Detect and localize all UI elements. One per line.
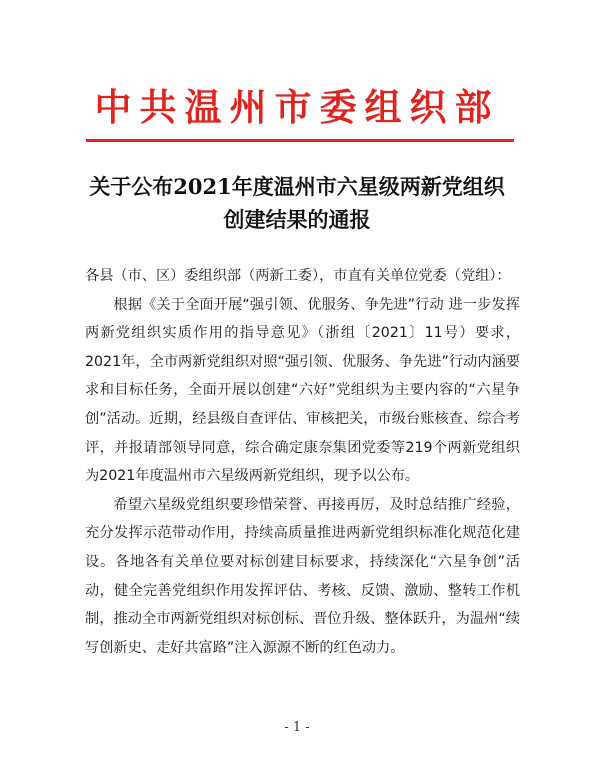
- salutation: 各县（市、区）委组织部（两新工委），市直有关单位党委（党组）：: [85, 268, 511, 284]
- document-title-line-1: 关于公布2021年度温州市六星级两新党组织: [89, 174, 505, 199]
- document-title-line-2: 创建结果的通报: [223, 207, 371, 232]
- page-number: - 1 -: [284, 720, 310, 735]
- body-paragraph-2: 希望六星级党组织要珍惜荣誉、再接再厉，及时总结推广经验，充分发挥示范带动作用，持续高质量推进两新党组织标准化规范化建设。各地各有关单位要对标创建目标要求，持续深化“六星争创”活动，健全完善党组织作用发挥评估、考核、反馈、激励、整转工作机制，推动全市两新党组织对标创标、晋位升级、整体跃升，为温州“续写创新史、走好共富路”注入源源不断的红色动力。: [85, 496, 520, 656]
- red-divider-line: [86, 139, 514, 142]
- document-title: [60, 170, 534, 236]
- body-paragraph-1: 根据《关于全面开展“强引领、优服务、争先进”行动 进一步发挥两新党组织实质作用的指导意见》（浙组〔2021〕11号）要求，2021年，全市两新党组织对照“强引领、优服务、争先进”行动内涵要求和目标任务，全面开展以创建“六好”党组织为主要内容的“六星争创”活动。近期，经县级自查评估、审核把关，市级台账核查、综合考评，并报请部领导同意，综合确定康奈集团党委等219个两新党组织为2021年度温州市六星级两新党组织，现予以公布。: [85, 296, 520, 485]
- document-body: [85, 262, 520, 662]
- masthead-title: 中共温州市委组织部: [94, 85, 500, 129]
